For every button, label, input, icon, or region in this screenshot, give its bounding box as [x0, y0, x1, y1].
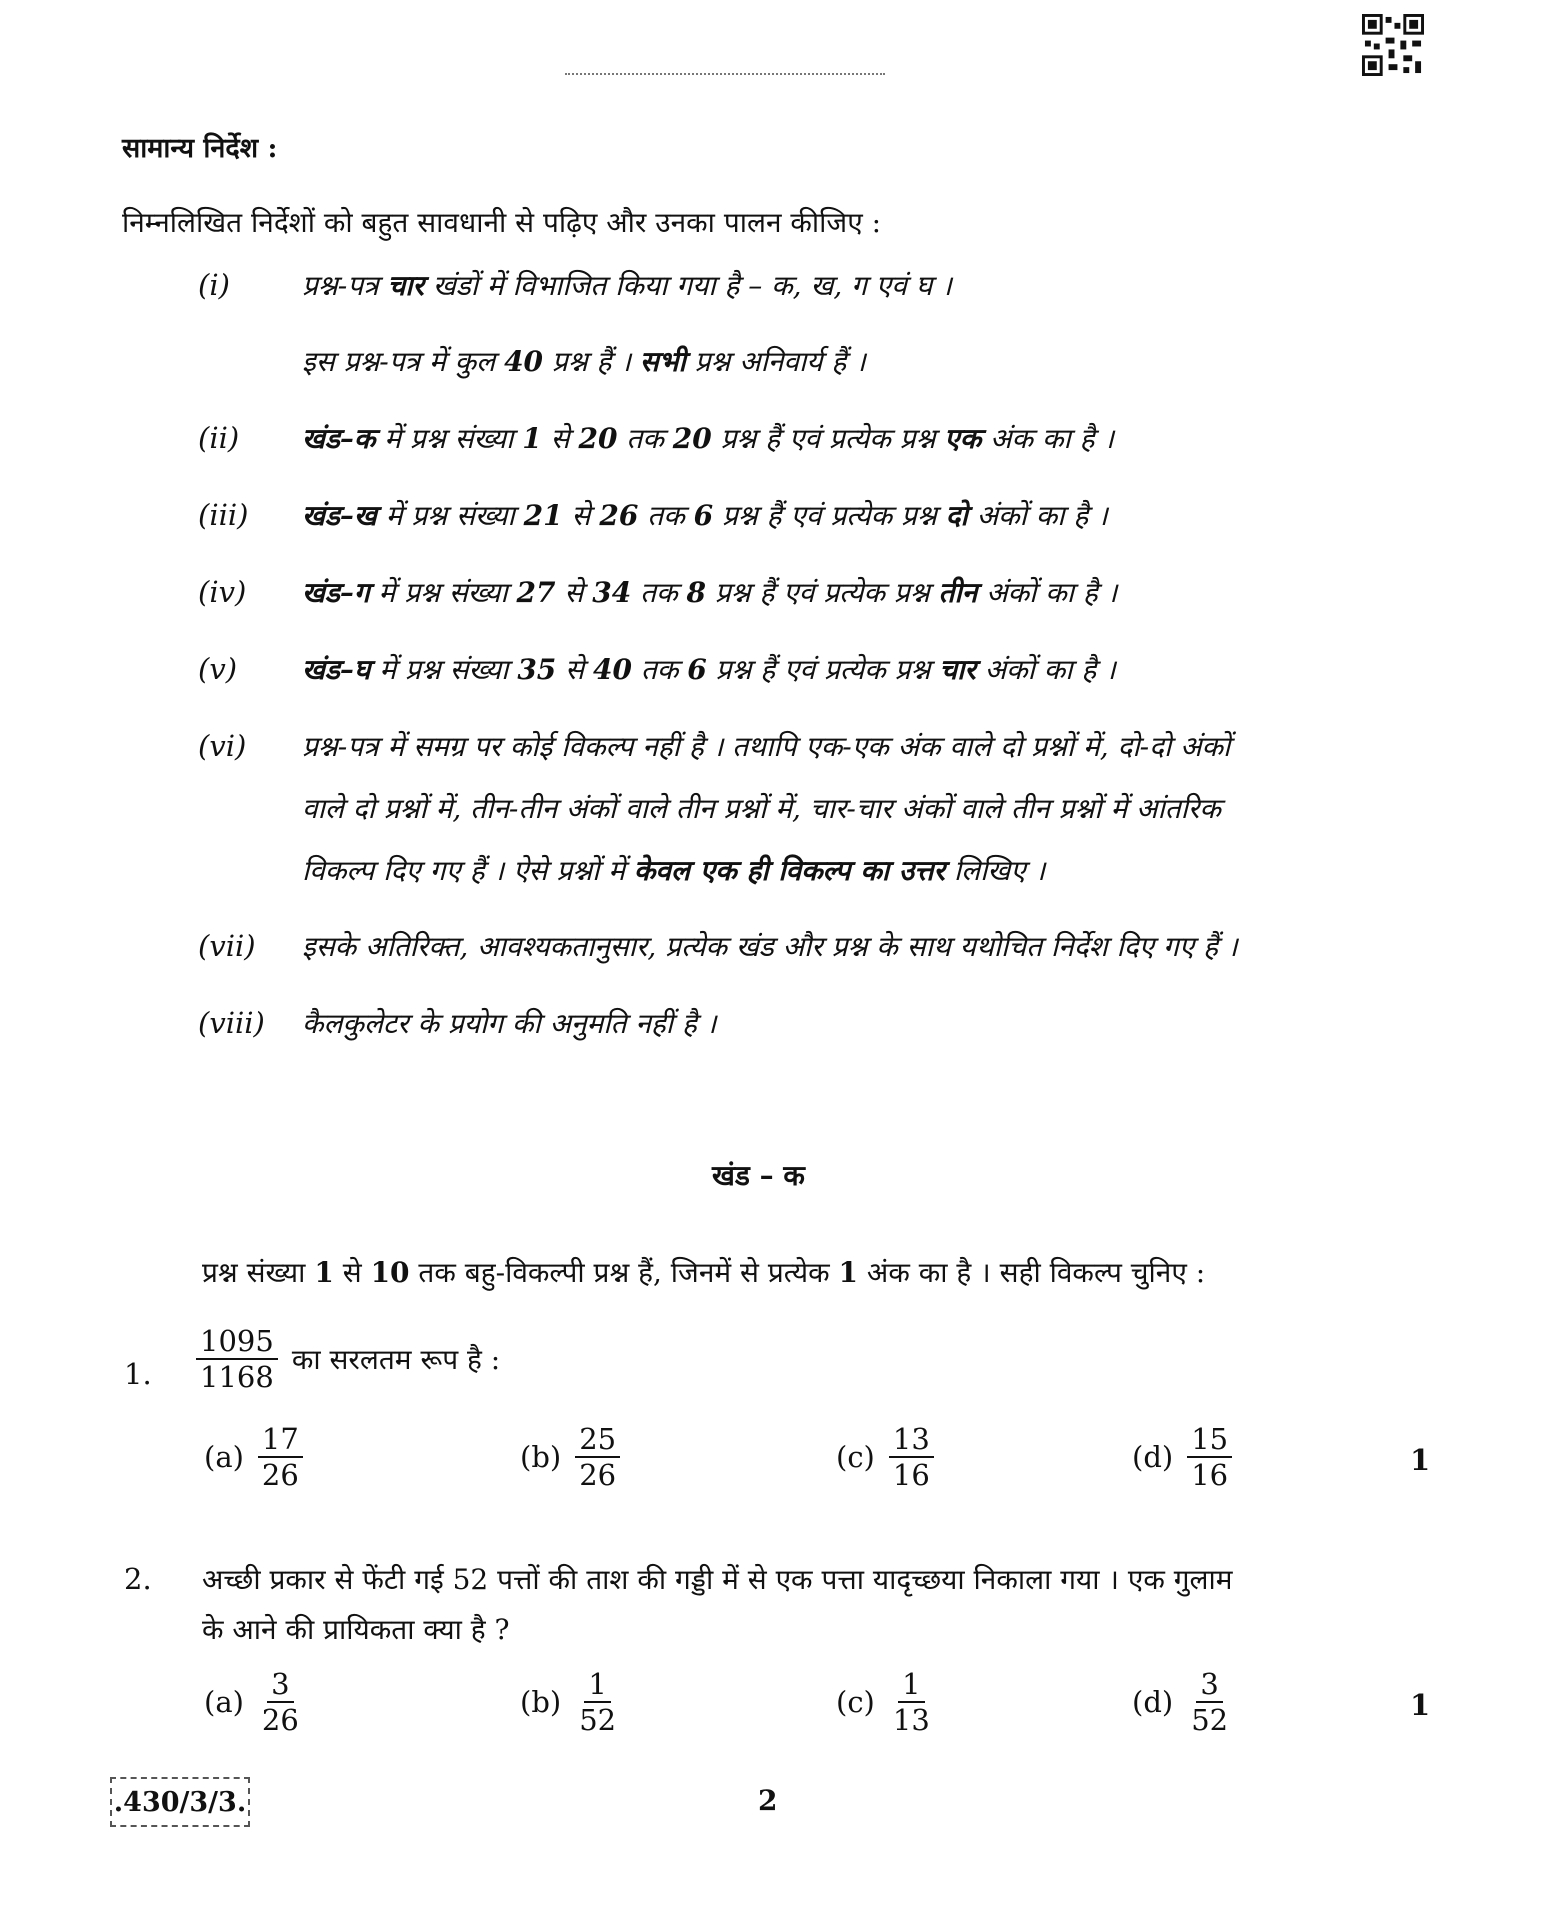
instruction-v-text: खंड–घ में प्रश्न संख्या 35 से 40 तक 6 प्रश्न हैं एवं प्रत्येक प्रश्न चार अंकों का है । [302, 653, 1116, 686]
page-number: 2 [758, 1784, 778, 1817]
instruction-vii-text: इसके अतिरिक्त, आवश्यकतानुसार, प्रत्येक खंड और प्रश्न के साथ यथोचित निर्देश दिए गए हैं । [302, 930, 1238, 963]
instruction-number: (iv) [198, 575, 247, 609]
general-instructions-title: सामान्य निर्देश : [122, 133, 278, 164]
instruction-number: (i) [198, 268, 230, 302]
option-c[interactable]: (c) $\frac{13}{16}$ [836, 1424, 934, 1491]
option-b[interactable]: (b) $\frac{25}{26}$ [520, 1424, 620, 1491]
instruction-i-text: प्रश्न-पत्र चार खंडों में विभाजित किया गया है – क, ख, ग एवं घ । [302, 269, 952, 302]
instruction-number: (iii) [198, 498, 249, 532]
question-2-line-1: अच्छी प्रकार से फेंटी गई 52 पत्तों की ताश की गड्डी में से एक पत्ता यादृच्छया निकाला गया । एक गुलाम [202, 1563, 1233, 1596]
instruction-ii-text: खंड–क में प्रश्न संख्या 1 से 20 तक 20 प्रश्न हैं एवं प्रत्येक प्रश्न एक अंक का है । [302, 422, 1114, 455]
option-c[interactable]: (c) $\frac{1}{13}$ [836, 1667, 930, 1738]
question-number: 1. [124, 1357, 152, 1391]
instruction-iv-text: खंड–ग में प्रश्न संख्या 27 से 34 तक 8 प्रश्न हैं एवं प्रत्येक प्रश्न तीन अंकों का है । [302, 576, 1118, 609]
option-d[interactable]: (d) $\frac{15}{16}$ [1132, 1424, 1232, 1491]
instruction-number: (vi) [198, 729, 247, 763]
paper-code: .430/3/3. [113, 1786, 247, 1818]
question-2-line-2: के आने की प्रायिकता क्या है ? [202, 1613, 510, 1646]
question-1-text: $\frac{1095}{1168}$ का सरलतम रूप है : [196, 1326, 500, 1393]
instructions-intro: निम्नलिखित निर्देशों को बहुत सावधानी से पढ़िए और उनका पालन कीजिए : [122, 206, 882, 239]
option-b[interactable]: (b) $\frac{1}{52}$ [520, 1667, 617, 1738]
instruction-vi-line-1: प्रश्न-पत्र में समग्र पर कोई विकल्प नहीं है । तथापि एक-एक अंक वाले दो प्रश्नों में, दो-दो अंकों [302, 730, 1231, 763]
section-note: प्रश्न संख्या 1 से 10 तक बहु-विकल्पी प्रश्न हैं, जिनमें से प्रत्येक 1 अंक का है । सही विकल्प चुनिए : [202, 1256, 1206, 1289]
instruction-number: (ii) [198, 421, 240, 455]
instruction-vi-line-3: विकल्प दिए गए हैं । ऐसे प्रश्नों में केवल एक ही विकल्प का उत्तर लिखिए । [302, 854, 1046, 887]
instruction-vi-line-2: वाले दो प्रश्नों में, तीन-तीन अंकों वाले तीन प्रश्नों में, चार-चार अंकों वाले तीन प्रश्नों में आंतरिक [302, 792, 1221, 825]
top-dotted-rule [565, 73, 885, 75]
instruction-number: (v) [198, 652, 238, 686]
instruction-number: (viii) [198, 1006, 265, 1040]
instruction-number: (vii) [198, 929, 256, 963]
paper-code-box [110, 1777, 250, 1827]
instruction-viii-text: कैलकुलेटर के प्रयोग की अनुमति नहीं है । [302, 1007, 717, 1040]
option-d[interactable]: (d) $\frac{3}{52}$ [1132, 1667, 1229, 1738]
question-marks: 1 [1410, 1688, 1431, 1722]
question-marks: 1 [1410, 1443, 1431, 1477]
question-number: 2. [124, 1562, 152, 1596]
instruction-iii-text: खंड–ख में प्रश्न संख्या 21 से 26 तक 6 प्रश्न हैं एवं प्रत्येक प्रश्न दो अंकों का है । [302, 499, 1108, 532]
option-a[interactable]: (a) $\frac{17}{26}$ [204, 1424, 303, 1491]
fraction: $\frac{1095}{1168}$ [196, 1326, 278, 1393]
qr-code-icon [1362, 14, 1424, 76]
option-a[interactable]: (a) $\frac{3}{26}$ [204, 1667, 299, 1738]
instruction-i-continued: इस प्रश्न-पत्र में कुल 40 प्रश्न हैं । सभी प्रश्न अनिवार्य हैं । [302, 345, 866, 378]
section-title: खंड – क [712, 1159, 805, 1192]
